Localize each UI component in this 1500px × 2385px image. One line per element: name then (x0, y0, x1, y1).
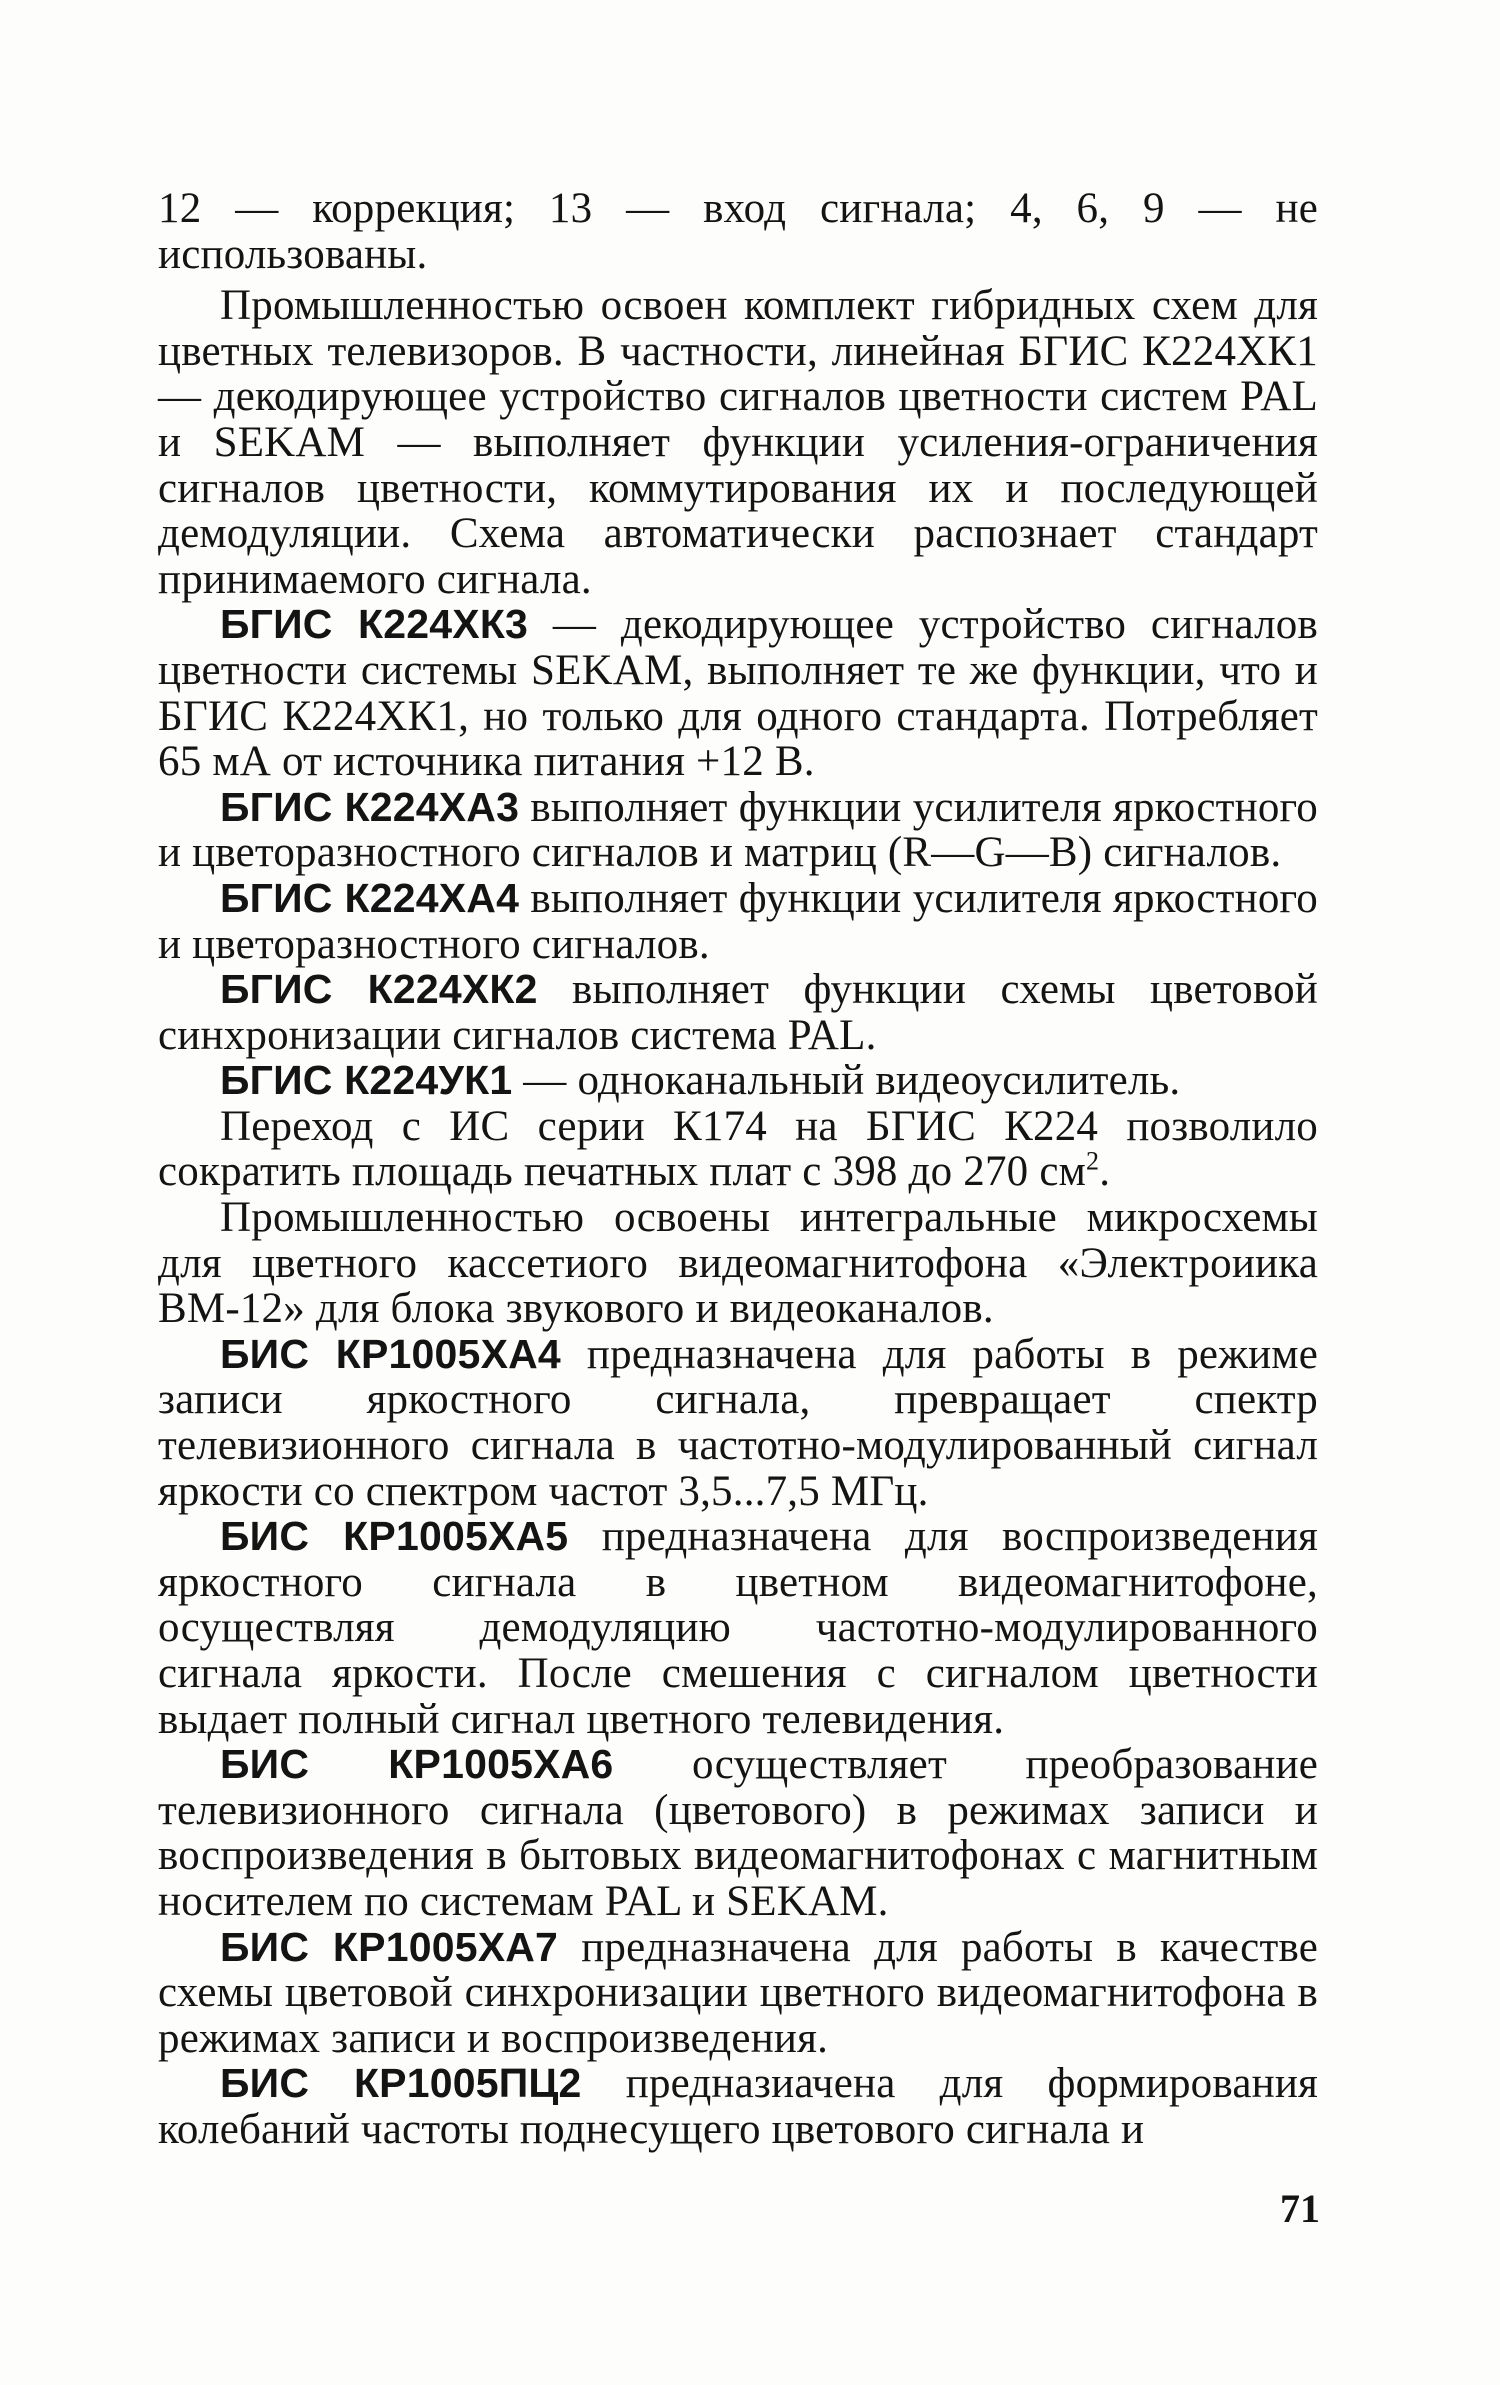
component-description: предназиачена для формирования колебаний частоты поднесущего цветового сигнала и (158, 2060, 1319, 2153)
component-description: выполняет функции схемы цветовой синхронизации сигналов система PAL. (158, 966, 1318, 1059)
component-description: выполняет функции усилителя яркостного и цветоразностного сигналов. (158, 874, 1318, 968)
component-label: БГИС К224ХК3 (220, 601, 529, 648)
paragraph-kr1005xa5 (158, 1514, 1318, 1742)
component-description: выполняет функции усилителя яркостного и цветоразностного сигналов и матриц (R—G—B) сигналов. (158, 783, 1318, 877)
paragraph-kr1005xa4 (158, 1332, 1318, 1514)
paragraph-text: Переход с ИС серии К174 на БГИС К224 позволило сократить площадь печатных плат с 398 до 270 см (158, 1102, 1318, 1196)
paragraph-k224uk1 (158, 1058, 1318, 1104)
paragraph-hybrid-set: Промышленностью освоен комплект гибридных схем для цветных телевизоров. В частности, линейная БГИС К224ХК1 — декодирующее устройство сигналов цветности систем PAL и SEKAM — выполняет функции усиления-ограничения сигналов цветности, коммутирования их и последующей демодуляции. Схема автоматически распознает стандарт принимаемого сигнала. (158, 282, 1318, 603)
component-label: БИС КР1005ПЦ2 (220, 2060, 582, 2107)
paragraph-kr1005pc2 (158, 2061, 1318, 2152)
component-description: — декодирующее устройство сигналов цветности системы SEKAM, выполняет те же функции, что и БГИС К224ХК1, но только для одного стандарта. Потребляет 65 мА от источника питания +12 В. (158, 601, 1318, 786)
paragraph-vcr-chips: Промышленностью освоены интегральные микросхемы для цветного кассетиого видеомагнитофона «Электроиика ВМ-12» для блока звукового и видеоканалов. (158, 1194, 1318, 1333)
component-description: осуществляет преобразование телевизионного сигнала (цветового) в режимах записи и воспроизведения в бытовых видеомагнитофонах с магнитным носителем по системам PAL и SEKAM. (158, 1741, 1318, 1925)
paragraph-kr1005xa6 (158, 1742, 1318, 1924)
superscript: 2 (1086, 1147, 1100, 1177)
component-label: БИС КР1005ХА5 (220, 1513, 569, 1560)
component-label: БГИС К224ХА3 (220, 783, 520, 830)
component-label: БИС КР1005ХА6 (220, 1741, 614, 1788)
paragraph-k224xa4 (158, 876, 1318, 967)
component-description: — одноканальный видеоусилитель. (512, 1057, 1181, 1105)
paragraph-k224xa3 (158, 785, 1318, 876)
component-label: БИС КР1005ХА4 (220, 1330, 561, 1377)
component-label: БГИС К224УК1 (220, 1057, 513, 1104)
component-label: БИС КР1005ХА7 (220, 1923, 559, 1970)
component-description: предназначена для работы в качестве схемы цветовой синхронизации цветного видеомагнитофона в режимах записи и воспроизведения. (158, 1923, 1318, 2062)
paragraph-area-reduction (158, 1104, 1318, 1195)
paragraph-k224xk3 (158, 602, 1318, 784)
component-description: предназначена для работы в режиме записи яркостного сигнала, превращает спектр телевизионного сигнала в частотно-модулированный сигнал яркости со спектром частот 3,5...7,5 МГц. (158, 1330, 1318, 1515)
component-label: БГИС К224ХК2 (220, 966, 538, 1013)
page-number: 71 (1280, 2186, 1320, 2231)
paragraph-kr1005xa7 (158, 1925, 1318, 2062)
body-text (158, 186, 1318, 2153)
paragraph-k224xk2 (158, 967, 1318, 1058)
component-label: БГИС К224ХА4 (220, 874, 520, 921)
paragraph-tail: . (1099, 1148, 1111, 1196)
intro-line: 12 — коррекция; 13 — вход сигнала; 4, 6, 9 — не использованы. (158, 185, 1318, 278)
component-description: предназначена для воспроизведения яркостного сигнала в цветном видеомагнитофоне, осуществляя демодуляцию частотно-модулированного сигнала яркости. После смешения с сигналом цветности выдает полный сигнал цветного телевидения. (158, 1513, 1318, 1743)
